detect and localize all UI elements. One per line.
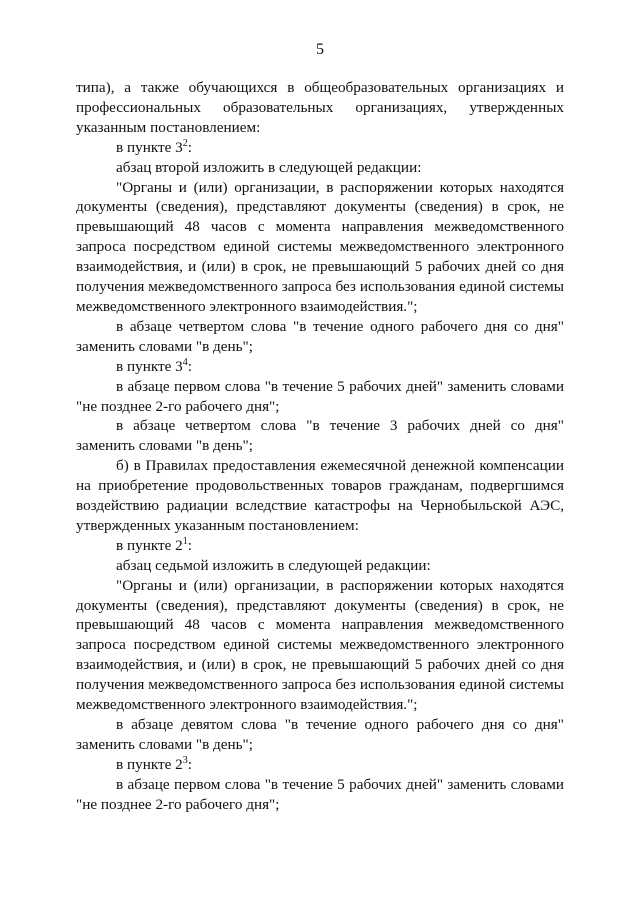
paragraph-text: в абзаце первом слова "в течение 5 рабочих дней" заменить словами "не позднее 2-го рабочего дня"; bbox=[76, 775, 564, 813]
paragraph bbox=[76, 556, 564, 576]
paragraph-suffix: : bbox=[187, 138, 192, 156]
superscript-number: 4 bbox=[182, 356, 188, 368]
paragraph-text: типа), а также обучающихся в общеобразовательных организациях и профессиональных образовательных организациях, утвержденных указанным постановлением: bbox=[76, 79, 564, 136]
paragraph bbox=[76, 536, 564, 556]
page-number: 5 bbox=[316, 41, 324, 58]
paragraph bbox=[76, 775, 564, 815]
paragraph-text: в абзаце первом слова "в течение 5 рабочих дней" заменить словами "не позднее 2-го рабочего дня"; bbox=[76, 377, 564, 415]
paragraph-suffix: : bbox=[187, 536, 192, 554]
paragraph-text: "Органы и (или) организации, в распоряжении которых находятся документы (сведения), представляют документы (сведения) в срок, не превышающий 48 часов с момента направления межведомственного запроса посредством единой системы межведомственного электронного взаимодействия, и (или) в срок, не превышающий 5 рабочих дней со дня получения межведомственного запроса без использования единой системы межведомственного электронного взаимодействия."; bbox=[76, 178, 564, 315]
paragraph-text: в абзаце девятом слова "в течение одного рабочего дня со дня" заменить словами "в день"; bbox=[76, 716, 564, 753]
paragraph-text: в абзаце четвертом слова "в течение 3 рабочих дней со дня" заменить словами "в день"; bbox=[76, 417, 564, 455]
paragraph bbox=[76, 78, 564, 138]
paragraph-text: б) в Правилах предоставления ежемесячной денежной компенсации на приобретение продовольственных товаров гражданам, подвергшимся воздействию радиации вследствие катастрофы на Чернобыльской АЭС, утвержденных указанным постановлением: bbox=[76, 457, 564, 534]
paragraph bbox=[76, 456, 564, 536]
paragraph-text: в пункте 2 bbox=[116, 536, 183, 554]
paragraph-suffix: : bbox=[187, 357, 192, 375]
paragraph-text: абзац седьмой изложить в следующей редакции: bbox=[116, 556, 431, 574]
superscript-number: 2 bbox=[182, 137, 188, 149]
paragraph bbox=[76, 416, 564, 456]
paragraph-text: в пункте 2 bbox=[116, 755, 183, 773]
paragraph bbox=[76, 178, 564, 317]
paragraph bbox=[76, 357, 564, 377]
paragraph bbox=[76, 317, 564, 357]
paragraph bbox=[76, 576, 564, 715]
document-body bbox=[76, 78, 564, 815]
paragraph-text: абзац второй изложить в следующей редакции: bbox=[116, 158, 422, 176]
superscript-number: 1 bbox=[182, 535, 188, 547]
paragraph-text: в пункте 3 bbox=[116, 357, 183, 375]
paragraph-text: в пункте 3 bbox=[116, 138, 183, 156]
paragraph bbox=[76, 377, 564, 417]
paragraph bbox=[76, 158, 564, 178]
superscript-number: 3 bbox=[182, 754, 188, 766]
paragraph-suffix: : bbox=[187, 755, 192, 773]
paragraph-text: "Органы и (или) организации, в распоряжении которых находятся документы (сведения), представляют документы (сведения) в срок, не превышающий 48 часов с момента направления межведомственного запроса посредством единой системы межведомственного электронного взаимодействия, и (или) в срок, не превышающий 5 рабочих дней со дня получения межведомственного запроса без использования единой системы межведомственного электронного взаимодействия."; bbox=[76, 576, 564, 714]
paragraph bbox=[76, 755, 564, 775]
paragraph bbox=[76, 715, 564, 755]
paragraph-text: в абзаце четвертом слова "в течение одного рабочего дня со дня" заменить словами "в день"; bbox=[76, 317, 564, 355]
paragraph bbox=[76, 138, 564, 158]
